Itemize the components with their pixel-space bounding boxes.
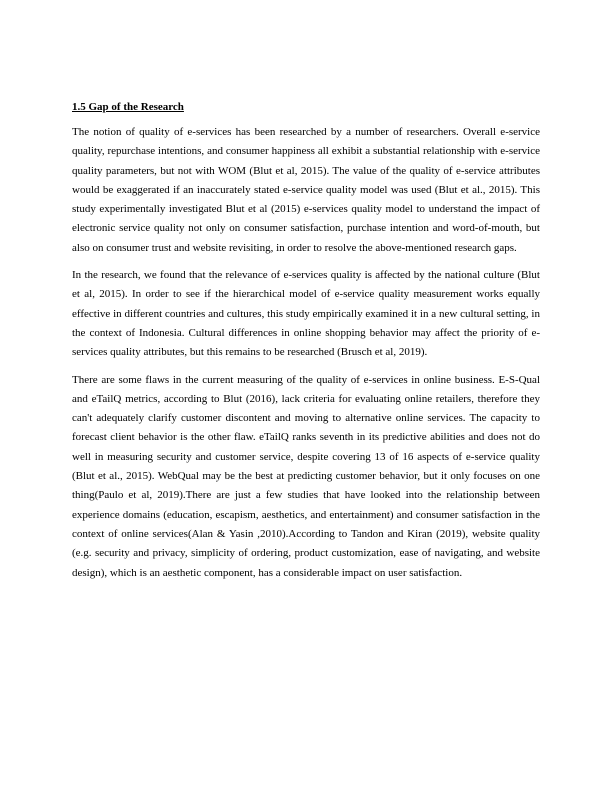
paragraph-2: In the research, we found that the relevance of e-services quality is affected by the national culture (Blut et al, 2015). In order to see if the hierarchical model of e-service quality measurement works equally effective in different countries and cultures, this study empirically examined it in a new cultural setting, in the context of Indonesia. Cultural differences in online shopping behavior may affect the priority of e-services quality attributes, but this remains to be researched (Brusch et al, 2019).	[72, 269, 540, 359]
paragraph-1: The notion of quality of e-services has been researched by a number of researchers. Overall e-service quality, repurchase intentions, and consumer happiness all exhibit a substantial relationship with e-service quality parameters, but not with WOM (Blut et al, 2015). The value of the quality of e-service attributes would be exaggerated if an inaccurately stated e-service quality model was used (Blut et al., 2015). This study experimentally investigated Blut et al (2015) e-services quality model to understand the impact of electronic service quality not only on consumer satisfaction, purchase intention and word-of-mouth, but also on consumer trust and website revisiting, in order to resolve the above-mentioned research gaps.	[72, 126, 540, 254]
paragraph-3: There are some flaws in the current measuring of the quality of e-services in online business. E-S-Qual and eTailQ metrics, according to Blut (2016), lack criteria for evaluating online retailers, therefore they can't adequately clarify customer discontent and moving to alternative online services. The capacity to forecast client behavior is the other flaw. eTailQ ranks seventh in its predictive abilities and does not do well in measuring security and customer service, despite covering 13 of 16 aspects of e-service quality (Blut et al., 2015). WebQual may be the best at predicting customer behavior, but it only focuses on one thing(Paulo et al, 2019).There are just a few studies that have looked into the relationship between experience domains (education, escapism, aesthetics, and entertainment) and consumer satisfaction in the context of online services(Alan & Yasin ,2010).According to Tandon and Kiran (2019), website quality (e.g. security and privacy, simplicity of ordering, product customization, ease of navigating, and website design), which is an aesthetic component, has a considerable impact on user satisfaction.	[72, 373, 540, 579]
document-body	[72, 98, 540, 591]
section-heading: 1.5 Gap of the Research	[72, 101, 184, 113]
